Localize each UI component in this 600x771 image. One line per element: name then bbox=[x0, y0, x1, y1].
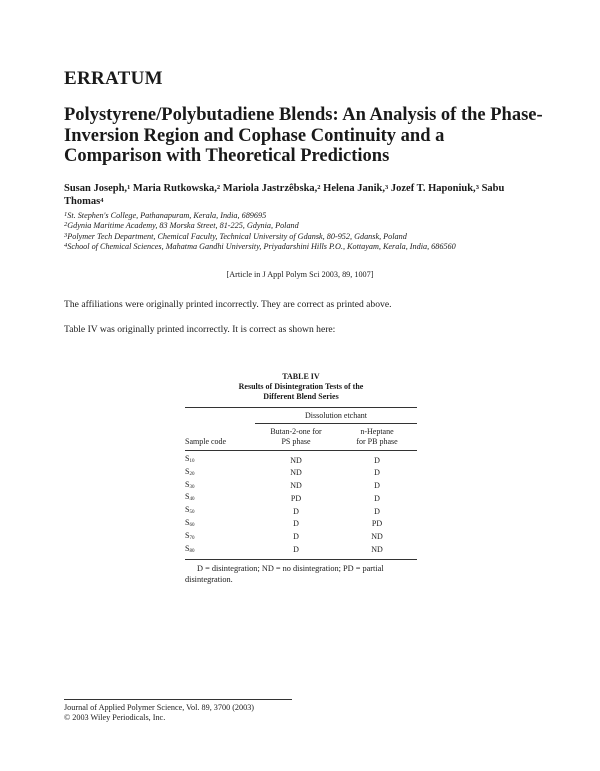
author-affiliation-mark: 3 bbox=[475, 184, 479, 191]
sample-code: S bbox=[185, 454, 190, 463]
sample-code-subscript: 70 bbox=[189, 535, 195, 541]
sample-code: S bbox=[185, 517, 190, 527]
affiliation-item bbox=[64, 211, 564, 221]
sample-code: S bbox=[185, 492, 190, 502]
group-header: Dissolution etchant bbox=[305, 411, 367, 420]
affiliation-list bbox=[64, 211, 564, 252]
sample-code-subscript: 60 bbox=[189, 522, 195, 528]
ps-phase-result: D bbox=[293, 532, 299, 542]
author-name: Helena Janik, bbox=[323, 183, 386, 194]
footer-rule bbox=[64, 699, 292, 700]
sample-code-subscript: 50 bbox=[189, 510, 195, 516]
sample-code-subscript: 20 bbox=[189, 471, 195, 477]
article-reference: [Article in J Appl Polym Sci 2003, 89, 1007] bbox=[226, 270, 374, 279]
author-name: Mariola Jastrzêbska, bbox=[222, 183, 318, 194]
erratum-heading: ERRATUM bbox=[64, 68, 163, 89]
sample-code: S bbox=[185, 530, 190, 540]
author-name: Susan Joseph, bbox=[64, 183, 128, 194]
sample-code-subscript: 30 bbox=[189, 484, 195, 490]
copyright: © 2003 Wiley Periodicals, Inc. bbox=[64, 713, 166, 723]
table-body bbox=[185, 454, 417, 556]
affiliation-text: School of Chemical Sciences, Mahatma Gandhi University, Priyadarshini Hills P.O., Kottayam, Kerala, India, 686560 bbox=[67, 241, 456, 251]
sample-code: S bbox=[185, 543, 190, 553]
affiliation-correction-paragraph: The affiliations were originally printed incorrectly. They are correct as printed above. bbox=[64, 299, 392, 310]
table-bottom-rule bbox=[185, 559, 417, 560]
table-caption-line1: Results of Disintegration Tests of the bbox=[238, 382, 364, 391]
sample-code: S bbox=[185, 466, 190, 476]
col-sample-code: Sample code bbox=[185, 437, 227, 446]
sample-code-cell bbox=[185, 518, 255, 531]
sample-code-cell bbox=[185, 467, 255, 480]
sample-code-cell bbox=[185, 480, 255, 493]
table-top-rule bbox=[185, 407, 417, 408]
col-butanone: Butan-2-one for PS phase bbox=[270, 427, 322, 446]
ps-phase-result: ND bbox=[290, 455, 302, 465]
table-row bbox=[185, 492, 417, 505]
sample-code: S bbox=[185, 479, 190, 489]
sample-code-subscript: 80 bbox=[189, 548, 195, 554]
affiliation-text: St. Stephen's College, Pathanapuram, Kerala, India, 689695 bbox=[67, 211, 267, 220]
group-rule bbox=[255, 423, 417, 424]
author-affiliation-mark: 2 bbox=[216, 184, 221, 191]
pb-phase-result: ND bbox=[371, 532, 383, 542]
pb-phase-result: ND bbox=[371, 545, 383, 555]
sample-code-cell bbox=[185, 544, 255, 557]
table-footnote: D = disintegration; ND = no disintegration; PD = partial disintegration. bbox=[185, 564, 384, 584]
ps-phase-result: D bbox=[293, 519, 299, 529]
col-heptane: n-Heptane for PB phase bbox=[356, 427, 398, 446]
ps-phase-result: PD bbox=[290, 493, 302, 503]
table-row bbox=[185, 518, 417, 531]
header-rule bbox=[185, 450, 417, 451]
author-name: Maria Rutkowska, bbox=[132, 183, 217, 194]
affiliation-item bbox=[64, 232, 564, 242]
author-affiliation-mark: 1 bbox=[127, 184, 131, 191]
sample-code-cell bbox=[185, 505, 255, 518]
ps-phase-result: D bbox=[293, 545, 299, 555]
author-name: Sabu Thomas bbox=[64, 183, 505, 207]
author-affiliation-mark: 4 bbox=[100, 197, 104, 204]
ps-phase-result: ND bbox=[290, 481, 302, 491]
table-row bbox=[185, 505, 417, 518]
table-correction-paragraph: Table IV was originally printed incorrectly. It is correct as shown here: bbox=[64, 324, 336, 335]
sample-code-subscript: 10 bbox=[189, 459, 195, 464]
sample-code-cell bbox=[185, 531, 255, 544]
affiliation-item bbox=[64, 242, 564, 252]
article-title: Polystyrene/Polybutadiene Blends: An Analysis of the Phase-Inversion Region and Cophase Continuity and a Comparison with Theoretical Predictions bbox=[64, 105, 543, 166]
affiliation-mark: 2 bbox=[64, 221, 68, 229]
pb-phase-result: D bbox=[374, 481, 380, 491]
ps-phase-result: D bbox=[293, 506, 299, 516]
author-affiliation-mark: 2 bbox=[317, 184, 321, 191]
sample-code-cell bbox=[185, 492, 255, 505]
pb-phase-result: D bbox=[374, 468, 380, 478]
author-list bbox=[64, 182, 544, 208]
table-row bbox=[185, 531, 417, 544]
table-iv bbox=[185, 372, 417, 585]
pb-phase-result: D bbox=[374, 493, 380, 503]
affiliation-mark: 1 bbox=[64, 211, 68, 218]
pb-phase-result: D bbox=[374, 455, 380, 465]
ps-phase-result: ND bbox=[290, 468, 302, 478]
table-row bbox=[185, 544, 417, 557]
sample-code-cell bbox=[185, 454, 255, 467]
affiliation-text: Gdynia Maritime Academy, 83 Morska Street, 81-225, Gdynia, Poland bbox=[67, 221, 299, 231]
affiliation-mark: 3 bbox=[64, 231, 68, 239]
table-label: TABLE IV bbox=[282, 372, 320, 381]
author-affiliation-mark: 3 bbox=[385, 184, 389, 191]
table-row bbox=[185, 467, 417, 480]
pb-phase-result: D bbox=[374, 506, 380, 516]
author-name: Jozef T. Haponiuk, bbox=[390, 183, 476, 194]
pb-phase-result: PD bbox=[371, 519, 383, 529]
affiliation-item bbox=[64, 221, 564, 231]
sample-code: S bbox=[185, 505, 190, 515]
affiliation-text: Polymer Tech Department, Chemical Faculty, Technical University of Gdansk, 80-952, Gdansk, Poland bbox=[67, 231, 407, 241]
affiliation-mark: 4 bbox=[64, 241, 68, 249]
sample-code-subscript: 40 bbox=[189, 497, 195, 503]
journal-citation: Journal of Applied Polymer Science, Vol. 89, 3700 (2003) bbox=[64, 703, 255, 712]
table-row bbox=[185, 454, 417, 467]
journal-info bbox=[64, 703, 254, 724]
column-headers bbox=[185, 427, 417, 447]
table-row bbox=[185, 480, 417, 493]
table-caption-line2: Different Blend Series bbox=[263, 392, 339, 401]
